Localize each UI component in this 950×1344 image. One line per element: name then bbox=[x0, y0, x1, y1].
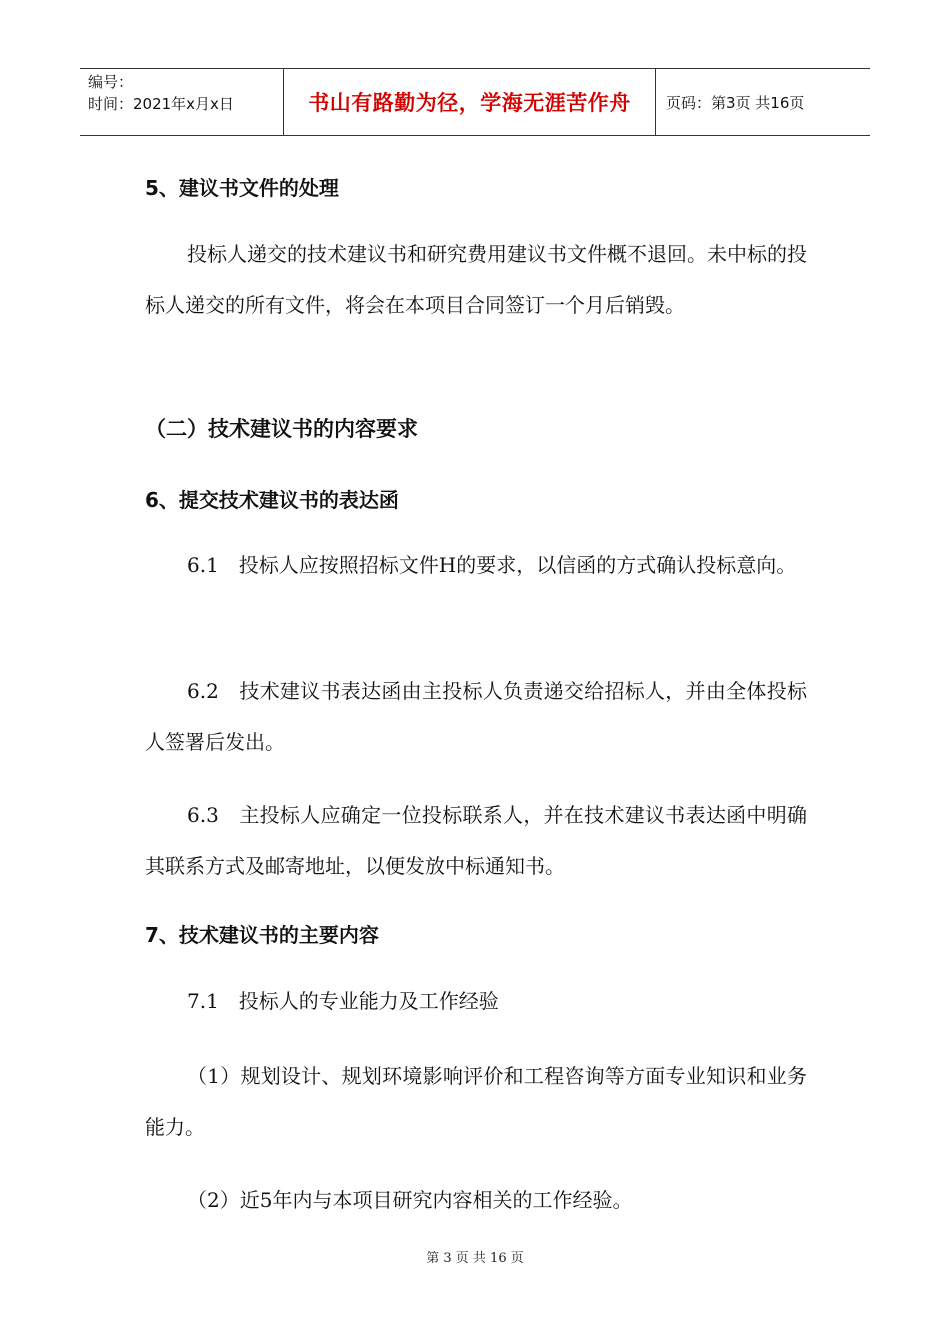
document-number-label: 编号： bbox=[88, 73, 134, 91]
section-heading-2: （二）技术建议书的内容要求 bbox=[145, 417, 418, 441]
heading-7: 7、技术建议书的主要内容 bbox=[145, 923, 379, 947]
paragraph-7-1-text: 7.1 投标人的专业能力及工作经验 bbox=[187, 989, 499, 1013]
paragraph-6-2-text: 6.2 技术建议书表达函由主投标人负责递交给招标人，并由全体投标人签署后发出。 bbox=[145, 679, 807, 754]
paragraph-6-2 bbox=[145, 666, 807, 768]
header-motto: 书山有路勤为径，学海无涯苦作舟 bbox=[283, 69, 656, 135]
list-item-1 bbox=[145, 1051, 807, 1153]
paragraph-6-1-text: 6.1 投标人应按照招标文件H的要求，以信函的方式确认投标意向。 bbox=[187, 553, 797, 577]
header-meta bbox=[80, 69, 283, 135]
list-item-2-text: （2）近5年内与本项目研究内容相关的工作经验。 bbox=[187, 1188, 633, 1212]
paragraph-6-3-text: 6.3 主投标人应确定一位投标联系人，并在技术建议书表达函中明确其联系方式及邮寄地址，以便发放中标通知书。 bbox=[145, 803, 807, 878]
paragraph-6-1 bbox=[145, 540, 807, 591]
heading-6: 6、提交技术建议书的表达函 bbox=[145, 488, 399, 512]
list-item-2 bbox=[145, 1175, 807, 1226]
page-header bbox=[80, 68, 870, 136]
paragraph-5-text: 投标人递交的技术建议书和研究费用建议书文件概不退回。未中标的投标人递交的所有文件，将会在本项目合同签订一个月后销毁。 bbox=[145, 242, 807, 317]
document-date: 时间：2021年x月x日 bbox=[88, 95, 234, 113]
list-item-1-text: （1）规划设计、规划环境影响评价和工程咨询等方面专业知识和业务能力。 bbox=[145, 1064, 807, 1139]
header-page-info: 页码：第3页 共16页 bbox=[666, 93, 805, 112]
page-footer: 第 3 页 共 16 页 bbox=[426, 1251, 524, 1266]
paragraph-6-3 bbox=[145, 790, 807, 892]
paragraph-5 bbox=[145, 229, 807, 331]
paragraph-7-1 bbox=[145, 976, 807, 1027]
heading-5: 5、建议书文件的处理 bbox=[145, 176, 339, 200]
